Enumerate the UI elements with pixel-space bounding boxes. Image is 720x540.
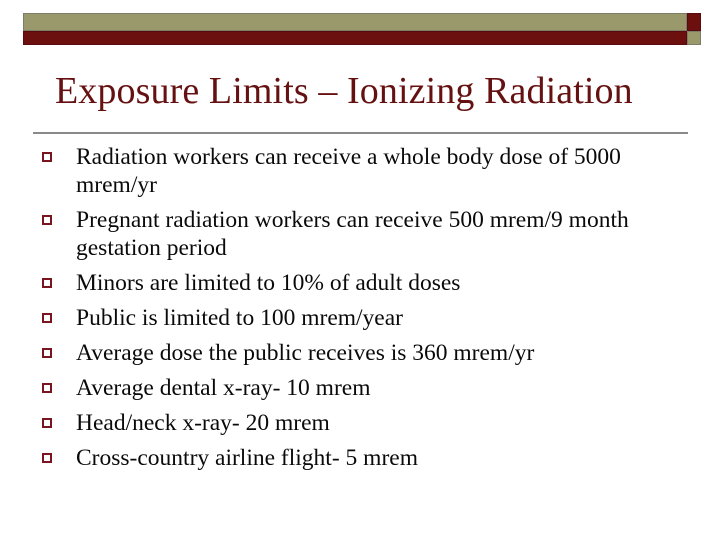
header-bar-top-red-cap bbox=[687, 13, 701, 31]
square-bullet-icon bbox=[42, 348, 52, 358]
list-item-text: Average dental x-ray- 10 mrem bbox=[76, 375, 371, 401]
header-bar-top-tan bbox=[23, 13, 687, 31]
list-item bbox=[42, 339, 688, 367]
list-item-text: Pregnant radiation workers can receive 500 mrem/9 month gestation period bbox=[76, 207, 629, 261]
slide-title: Exposure Limits – Ionizing Radiation bbox=[55, 70, 633, 112]
list-item-text: Cross-country airline flight- 5 mrem bbox=[76, 445, 418, 471]
list-item-text: Minors are limited to 10% of adult doses bbox=[76, 270, 461, 296]
list-item bbox=[42, 304, 688, 332]
square-bullet-icon bbox=[42, 215, 52, 225]
header-bar-bottom-red bbox=[23, 31, 687, 45]
list-item bbox=[42, 269, 688, 297]
header-bar-top-row bbox=[23, 13, 701, 31]
list-item bbox=[42, 444, 688, 472]
square-bullet-icon bbox=[42, 453, 52, 463]
header-bar-bottom-tan-cap bbox=[687, 31, 701, 45]
list-item-text: Radiation workers can receive a whole body dose of 5000 mrem/yr bbox=[76, 144, 621, 198]
list-item bbox=[42, 143, 688, 199]
bullet-list bbox=[42, 143, 688, 479]
list-item-text: Average dose the public receives is 360 mrem/yr bbox=[76, 340, 535, 366]
list-item bbox=[42, 206, 688, 262]
list-item-text: Head/neck x-ray- 20 mrem bbox=[76, 410, 330, 436]
list-item bbox=[42, 409, 688, 437]
square-bullet-icon bbox=[42, 383, 52, 393]
list-item-text: Public is limited to 100 mrem/year bbox=[76, 305, 403, 331]
square-bullet-icon bbox=[42, 278, 52, 288]
square-bullet-icon bbox=[42, 152, 52, 162]
square-bullet-icon bbox=[42, 313, 52, 323]
list-item bbox=[42, 374, 688, 402]
header-decoration bbox=[23, 13, 701, 45]
square-bullet-icon bbox=[42, 418, 52, 428]
title-divider bbox=[33, 132, 688, 134]
header-bar-bottom-row bbox=[23, 31, 701, 45]
